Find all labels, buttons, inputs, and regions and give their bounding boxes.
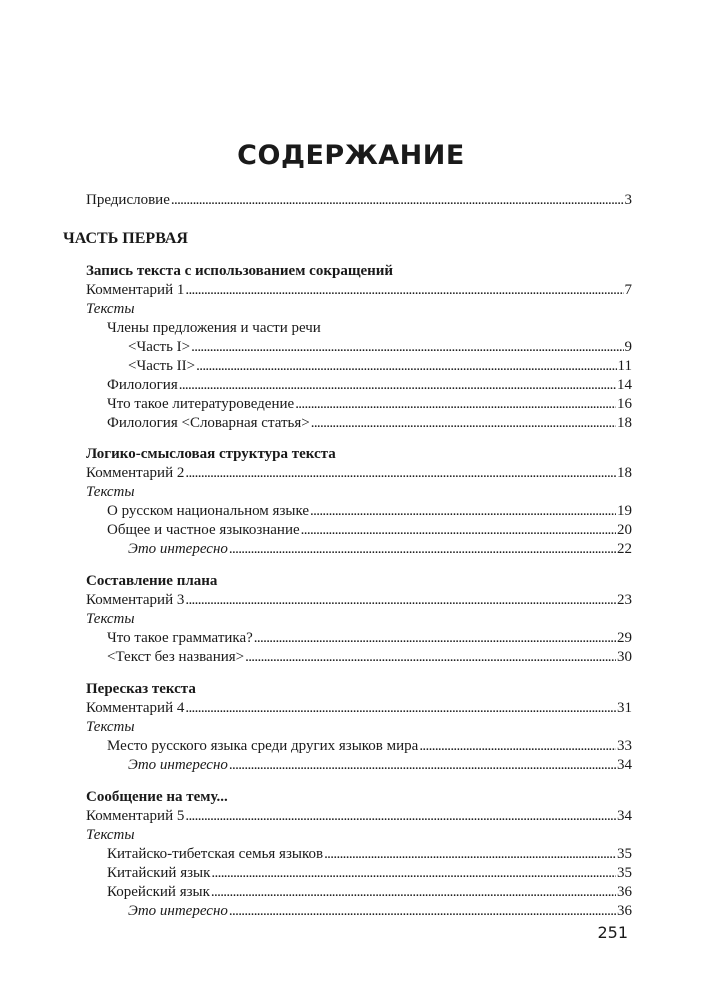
toc-entry[interactable]: Это интересно . . . 22 [128,539,632,559]
section-heading: Запись текста с использованием сокращений [86,263,394,279]
texts-label: Тексты [86,301,135,317]
texts-label: Тексты [86,827,135,843]
toc-entry-page: 3 [624,192,632,208]
texts-label: Тексты [86,611,135,627]
toc-entry[interactable]: Корейский язык . . . 36 [107,882,632,902]
toc-entry[interactable]: Что такое грамматика? . . . 29 [107,628,632,648]
texts-label: Тексты [86,719,135,735]
toc-entry-comment[interactable]: Комментарий 3 . . . 23 [86,590,632,610]
toc-entry[interactable]: Место русского языка среди других языков мира . . . 33 [107,736,632,756]
toc-entry[interactable]: Это интересно . . . 34 [128,755,632,775]
section-heading: Сообщение на тему... [86,789,228,805]
toc-entry[interactable]: Китайско-тибетская семья языков . . . 35 [107,844,632,864]
toc-entry-preface[interactable] [86,190,632,210]
page-number: 251 [597,923,628,942]
page-title: СОДЕРЖАНИЕ [237,140,465,171]
toc-entry[interactable]: <Текст без названия> . . . 30 [107,647,632,667]
part-title: ЧАСТЬ ПЕРВАЯ [63,230,188,247]
toc-entry[interactable]: Филология . . . 14 [107,375,632,395]
toc-entry[interactable]: Что такое литературоведение . . . 16 [107,394,632,414]
toc-entry[interactable]: Китайский язык . . . 35 [107,863,632,883]
toc-entry[interactable]: Общее и частное языкознание . . . 20 [107,520,632,540]
toc-entry-comment[interactable]: Комментарий 2 . . . 18 [86,463,632,483]
texts-label: Тексты [86,484,135,500]
toc-entry[interactable]: О русском национальном языке . . . 19 [107,501,632,521]
section-heading: Пересказ текста [86,681,196,697]
toc-entry[interactable]: Филология <Словарная статья> . . . 18 [107,413,632,433]
section-heading: Составление плана [86,573,218,589]
toc-entry[interactable]: <Часть II> . . . 11 [128,356,632,376]
toc-entry[interactable]: Это интересно . . . 36 [128,901,632,921]
toc-entry-comment[interactable]: Комментарий 1 . . . 7 [86,280,632,300]
group-label: Члены предложения и части речи [107,320,321,336]
section-heading: Логико-смысловая структура текста [86,446,336,462]
toc-entry-comment[interactable]: Комментарий 5 . . . 34 [86,806,632,826]
toc-entry-label: Предисловие [86,192,170,208]
toc-entry[interactable]: <Часть I> . . . 9 [128,337,632,357]
toc-entry-comment[interactable]: Комментарий 4 . . . 31 [86,698,632,718]
